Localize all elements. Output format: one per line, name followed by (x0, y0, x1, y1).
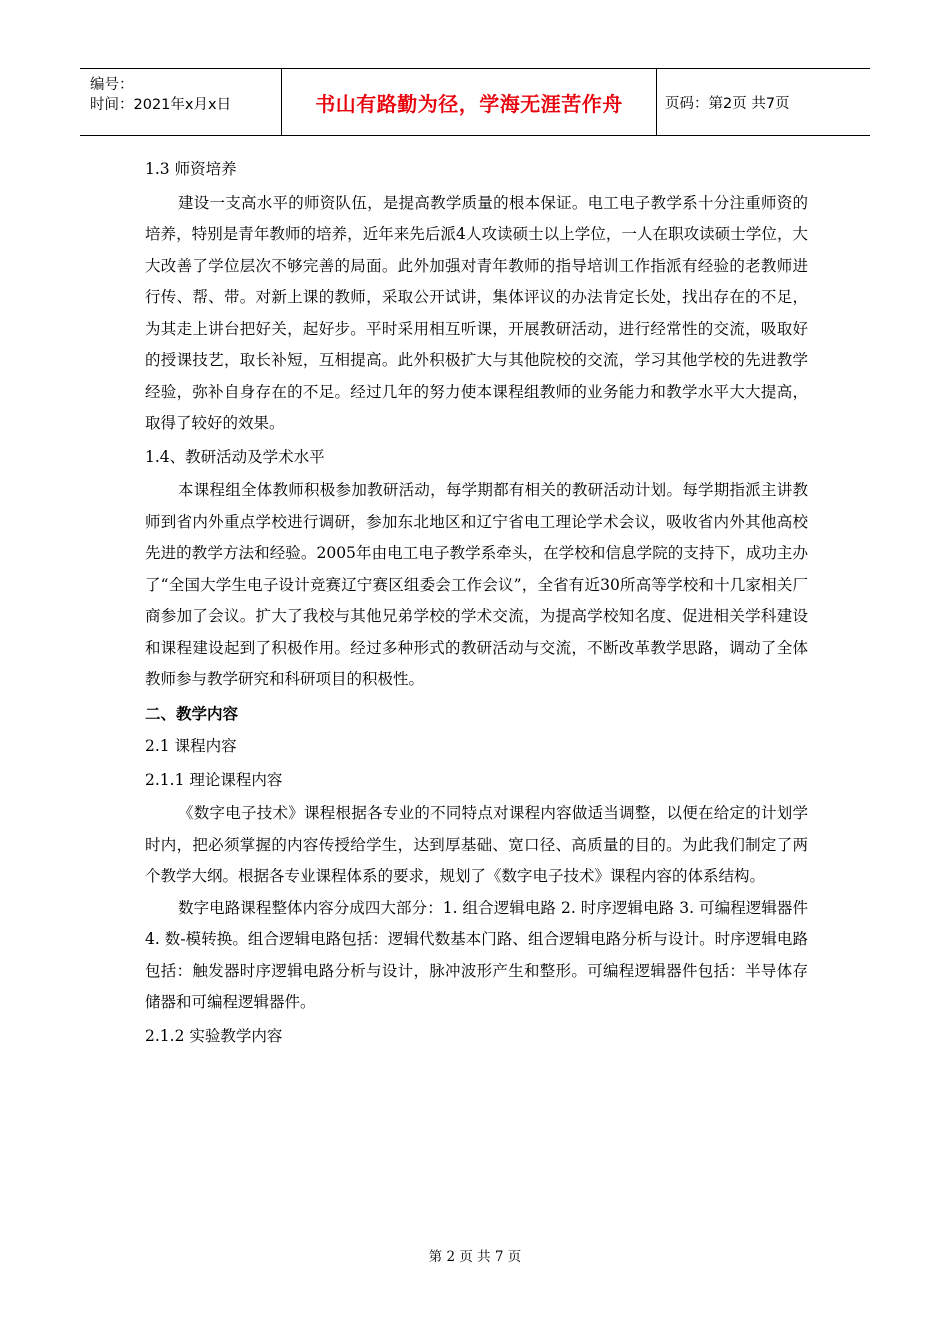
header-meta (80, 69, 282, 135)
paragraph-course-structure: 数字电路课程整体内容分成四大部分：1. 组合逻辑电路 2. 时序逻辑电路 3. 可编程逻辑器件 4. 数-模转换。组合逻辑电路包括：逻辑代数基本门路、组合逻辑电路分析与设计。时序逻辑电路包括：触发器时序逻辑电路分析与设计，脉冲波形产生和整形。可编程逻辑器件包括：半导体存储器和可编程逻辑器件。 (145, 898, 808, 1011)
section-heading-1-4: 1.4、教研活动及学术水平 (145, 447, 325, 466)
number-label: 编号： (90, 77, 134, 93)
paragraph-faculty-training: 建设一支高水平的师资队伍，是提高教学质量的根本保证。电工电子教学系十分注重师资的培养，特别是青年教师的培养，近年来先后派4人攻读硕士以上学位，一人在职攻读硕士学位，大大改善了学位层次不够完善的局面。此外加强对青年教师的指导培训工作指派有经验的老教师进行传、帮、带。对新上课的教师，采取公开试讲，集体评议的办法肯定长处，找出存在的不足，为其走上讲台把好关，起好步。平时采用相互听课，开展教研活动，进行经常性的交流，吸取好的授课技艺，取长补短，互相提高。此外积极扩大与其他院校的交流，学习其他学校的先进教学经验，弥补自身存在的不足。经过几年的努力使本课程组教师的业务能力和教学水平大大提高，取得了较好的效果。 (145, 193, 808, 432)
section-heading-2-1: 2.1 课程内容 (145, 737, 237, 755)
header-motto: 书山有路勤为径，学海无涯苦作舟 (282, 69, 657, 135)
header-page-info: 页码：第2页 共7页 (665, 95, 790, 112)
section-heading-2-1-2: 2.1.2 实验教学内容 (145, 1026, 283, 1045)
paragraph-research-activities: 本课程组全体教师积极参加教研活动，每学期都有相关的教研活动计划。每学期指派主讲教师到省内外重点学校进行调研，参加东北地区和辽宁省电工理论学术会议，吸收省内外其他高校先进的教学方法和经验。2005年由电工电子教学系牵头，在学校和信息学院的支持下，成功主办了“全国大学生电子设计竞赛辽宁赛区组委会工作会议”，全省有近30所高等学校和十几家相关厂商参加了会议。扩大了我校与其他兄弟学校的学术交流，为提高学校知名度、促进相关学科建设和课程建设起到了积极作用。经过多种形式的教研活动与交流，不断改革教学思路，调动了全体教师参与教学研究和科研项目的积极性。 (145, 481, 808, 688)
chapter-heading-teaching-content: 二、教学内容 (145, 703, 239, 723)
document-body (145, 152, 808, 1054)
page-header (80, 68, 870, 136)
page-footer: 第 2 页 共 7 页 (428, 1249, 522, 1265)
section-heading-2-1-1: 2.1.1 理论课程内容 (145, 770, 283, 789)
paragraph-course-content: 《数字电子技术》课程根据各专业的不同特点对课程内容做适当调整，以便在给定的计划学时内，把必须掌握的内容传授给学生，达到厚基础、宽口径、高质量的目的。为此我们制定了两个教学大纲。根据各专业课程体系的要求，规划了《数字电子技术》课程内容的体系结构。 (145, 804, 808, 885)
section-heading-1-3: 1.3 师资培养 (145, 160, 237, 178)
date-label: 时间：2021年x月x日 (90, 97, 232, 113)
